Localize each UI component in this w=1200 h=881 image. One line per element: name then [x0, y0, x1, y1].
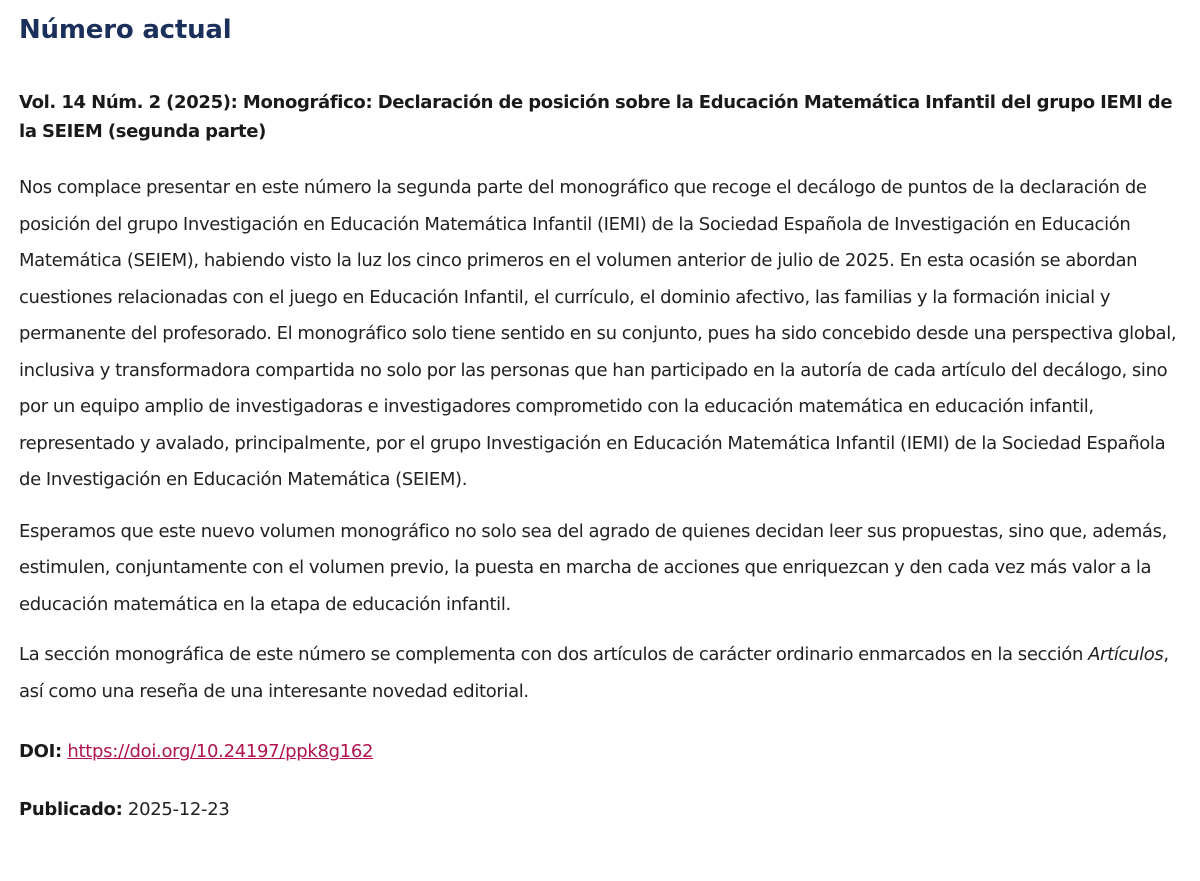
- published-row: [19, 796, 1188, 824]
- issue-description: [19, 170, 1188, 710]
- paragraph-3-text-start: La sección monográfica de este número se complementa con dos artículos de carácter ordinario enmarcados en la sección: [19, 644, 1089, 665]
- published-label: Publicado:: [19, 799, 123, 820]
- description-paragraph-3: [19, 637, 1188, 710]
- doi-label: DOI:: [19, 741, 62, 762]
- paragraph-3-text-end: , así como una reseña de una interesante novedad editorial.: [19, 644, 1169, 702]
- section-heading: Número actual: [19, 15, 232, 45]
- description-paragraph-1: Nos complace presentar en este número la segunda parte del monográfico que recoge el decálogo de puntos de la declaración de posición del grupo Investigación en Educación Matemática Infantil (IEMI) de la Sociedad Española de Investigación en Educación Matemática (SEIEM), habiendo visto la luz los cinco primeros en el volumen anterior de julio de 2025. En esta ocasión se abordan cuestiones relacionadas con el juego en Educación Infantil, el currículo, el dominio afectivo, las familias y la formación inicial y permanente del profesorado. El monográfico solo tiene sentido en su conjunto, pues ha sido concebido desde una perspectiva global, inclusiva y transformadora compartida no solo por las personas que han participado en la autoría de cada artículo del decálogo, sino por un equipo amplio de investigadoras e investigadores comprometido con la educación matemática en educación infantil, representado y avalado, principalmente, por el grupo Investigación en Educación Matemática Infantil (IEMI) de la Sociedad Española de Investigación en Educación Matemática (SEIEM).: [19, 177, 1177, 490]
- published-date: 2025-12-23: [127, 799, 230, 820]
- description-paragraph-2: Esperamos que este nuevo volumen monográfico no solo sea del agrado de quienes decidan leer sus propuestas, sino que, además, estimulen, conjuntamente con el volumen previo, la puesta en marcha de acciones que enriquezcan y den cada vez más valor a la educación matemática en la etapa de educación infantil.: [19, 520, 1167, 615]
- doi-row: [19, 738, 1188, 766]
- articulos-emphasis: Artículos: [1088, 644, 1164, 665]
- issue-title: Vol. 14 Núm. 2 (2025): Monográfico: Declaración de posición sobre la Educación Matemática Infantil del grupo IEMI de la SEIEM (segunda parte): [19, 92, 1173, 142]
- doi-link[interactable]: https://doi.org/10.24197/ppk8g162: [67, 741, 374, 762]
